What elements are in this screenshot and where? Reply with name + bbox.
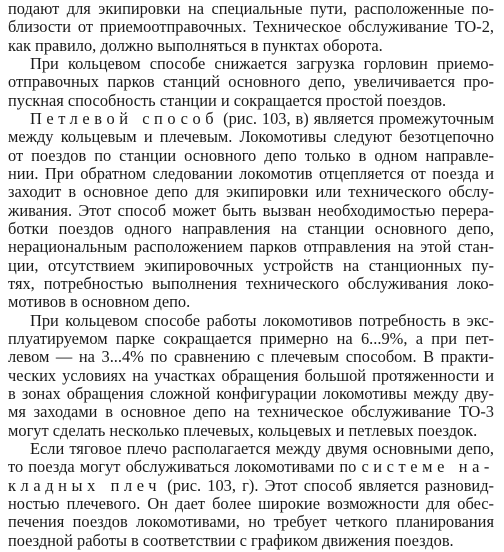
- text-line: поездной работы в соответствии с графиком движения поездов.: [8, 531, 454, 550]
- document-page: [8, 0, 494, 552]
- text-line: плуатируемом парке сокращается примерно на 6...9%, а при пет-: [8, 330, 494, 348]
- text-line: [8, 458, 494, 476]
- text-line: тях, потребностью выполнения технического обслуживания локо-: [8, 275, 494, 293]
- text-line: подают для экипировки на специальные пути, расположенные по-: [8, 0, 494, 18]
- paragraph-first-line: При кольцевом способе снижается загрузка горловин приемо-: [30, 55, 494, 73]
- text-line: как правило, должно выполняться в пунктах оборота.: [8, 36, 383, 55]
- text-line: от поездов по станции основного депо только в одном направле-: [8, 146, 494, 165]
- term-spaced: системе на-: [361, 458, 494, 477]
- text-line: живания. Этот способ может быть вызван необходимостью перера-: [8, 201, 494, 220]
- text-line: мотивов в основном депо.: [8, 293, 191, 312]
- text-fragment: то поезда могут обслуживаться локомотивами по: [8, 458, 362, 477]
- text-line: ботки поездов одного направления на станции основного депо,: [8, 220, 494, 238]
- text-fragment: (рис. 103, г). Этот способ является разновид-: [161, 476, 494, 495]
- text-line: нии. При обратном следовании локомотив отцепляется от поезда и: [8, 165, 494, 183]
- text-line: отправочных парков станций основного депо, увеличивается про-: [8, 73, 494, 92]
- term-spaced: Петлевой способ: [30, 110, 219, 128]
- text-line: в зонах обращения сложной конфигурации локомотивы между дву-: [8, 385, 494, 403]
- text-line: мя заходами в основное депо на техническое обслуживание ТО-3: [8, 403, 494, 422]
- text-line: нерациональным расположением парков отправления на этой стан-: [8, 238, 494, 257]
- text-line: [8, 477, 494, 495]
- text-line: пускная способность станции и сокращается простой поездов.: [8, 91, 447, 110]
- text-line: ческих условиях на участках обращения большой протяженности и: [8, 366, 494, 385]
- text-line: ции, отсутствием экипировочных устройств на станционных пу-: [8, 256, 494, 275]
- text-fragment: (рис. 103, в) является промежуточным: [218, 110, 494, 128]
- text-line: заходит в основное депо для экипировки или технического обслу-: [8, 183, 494, 202]
- term-spaced: кладных плеч: [8, 476, 162, 495]
- paragraph-first-line: Если тяговое плечо располагается между двумя основными депо,: [30, 440, 494, 458]
- paragraph-first-line: При кольцевом способе работы локомотивов потребность в экс-: [30, 311, 494, 330]
- text-line: могут сделать несколько плечевых, кольцевых и петлевых поездок.: [8, 421, 478, 440]
- text-line: между кольцевым и плечевым. Локомотивы следуют безотцепочно: [8, 128, 494, 147]
- text-line: печения поездов локомотивами, но требует четкого планирования: [8, 513, 494, 532]
- text-line: левом — на 3...4% по сравнению с плечевым способом. В практи-: [8, 348, 494, 367]
- text-line: ностью плечевого. Он дает более широкие возможности для обес-: [8, 495, 494, 513]
- text-line: близости от приемоотправочных. Техническое обслуживание ТО-2,: [8, 18, 494, 37]
- paragraph-first-line: [30, 110, 494, 128]
